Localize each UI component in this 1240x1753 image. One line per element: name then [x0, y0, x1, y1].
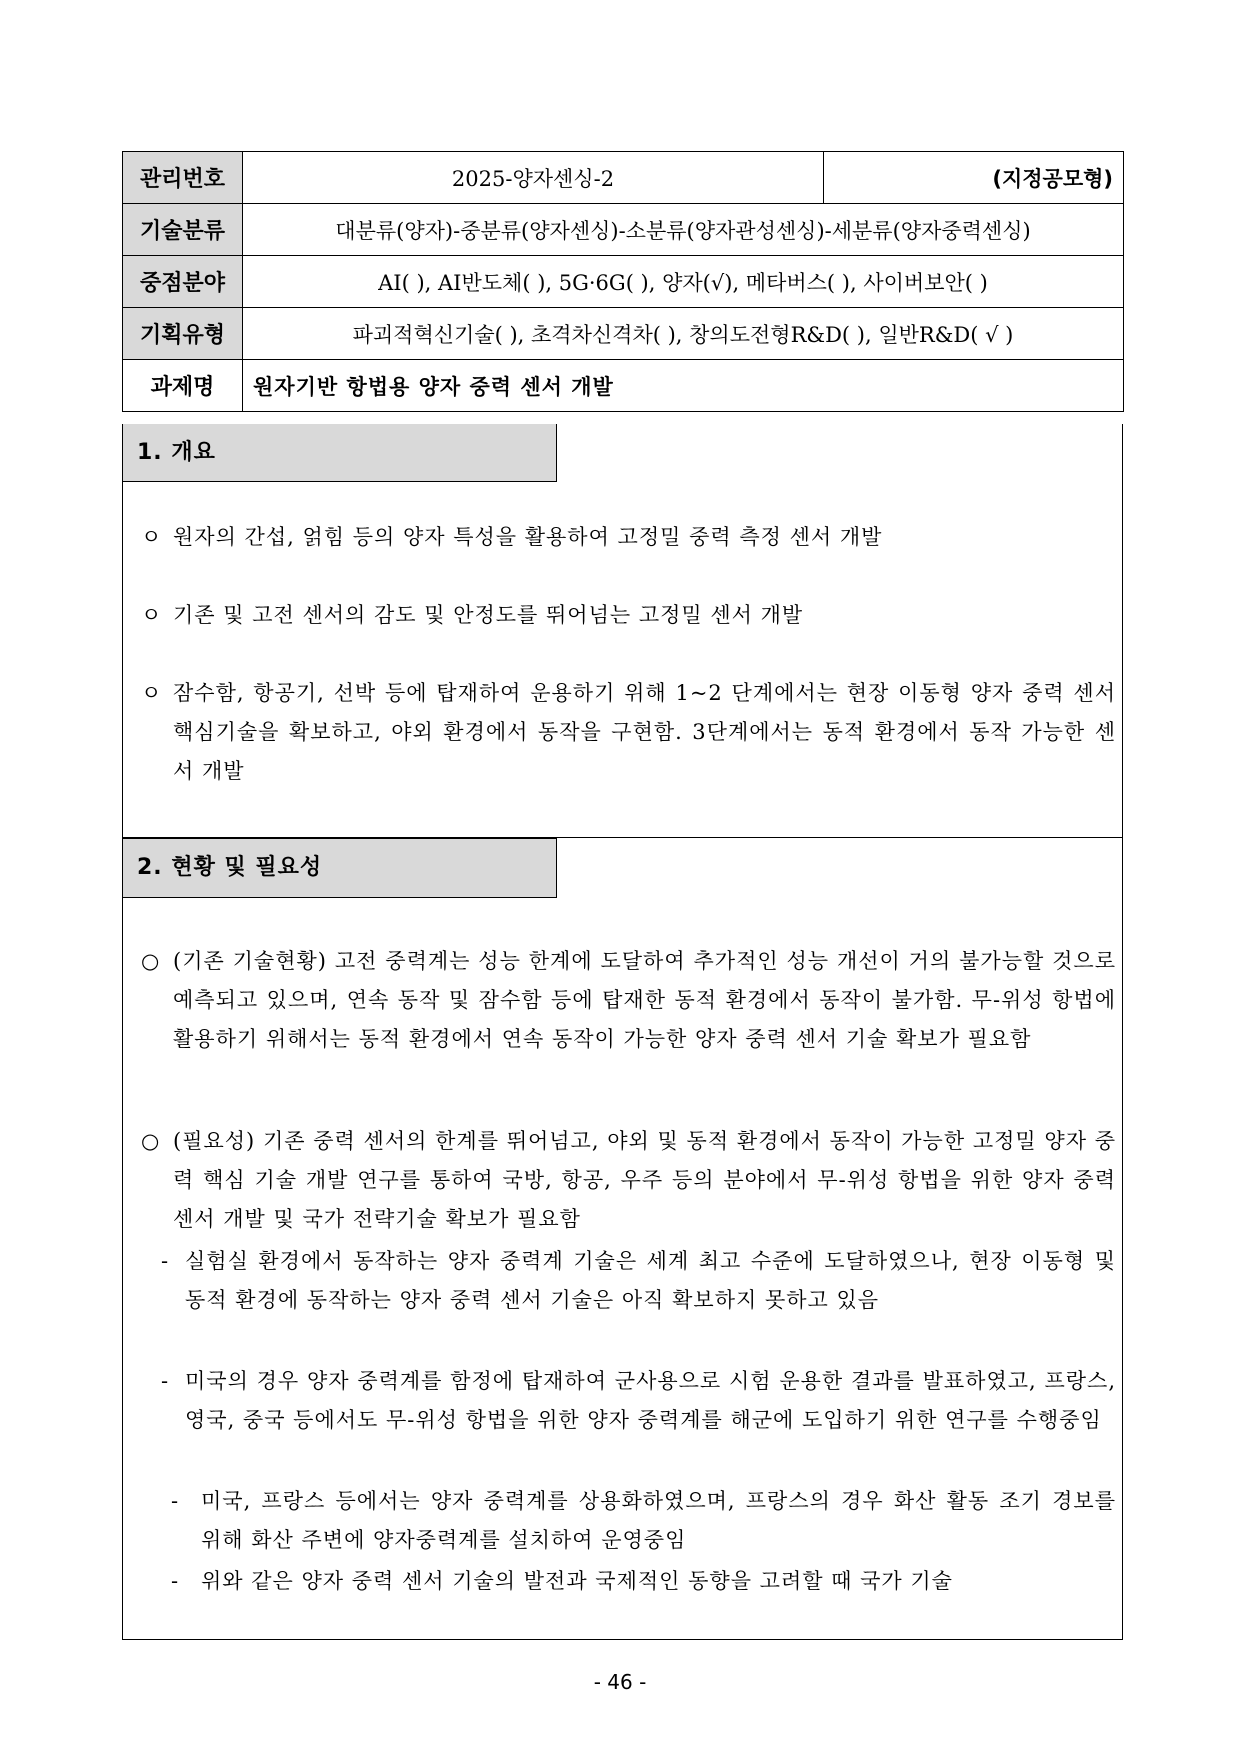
- plan-value: 파괴적혁신기술( ), 초격차신격차( ), 창의도전형R&D( ), 일반R&D( √ ): [243, 308, 1124, 360]
- list-item: [123, 1362, 1124, 1440]
- focus-row: [123, 256, 1124, 308]
- item-text: 미국의 경우 양자 중력계를 함정에 탑재하여 군사용으로 시험 운용한 결과를 발표하였고, 프랑스, 영국, 중국 등에서도 무-위성 항법을 위한 양자 중력계를 해군에 도입하기 위한 연구를 수행중임: [185, 1369, 1116, 1432]
- mgmt-type: (지정공모형): [824, 152, 1124, 204]
- plan-row: [123, 308, 1124, 360]
- list-item: [123, 1242, 1124, 1320]
- item-text: 기존 및 고전 센서의 감도 및 안정도를 뛰어넘는 고정밀 센서 개발: [173, 603, 804, 627]
- bullet-mark: ○: [141, 949, 161, 973]
- plan-label: 기획유형: [123, 308, 243, 360]
- list-item: [123, 518, 1124, 557]
- list-item: [123, 674, 1124, 791]
- item-text: 잠수함, 항공기, 선박 등에 탑재하여 운용하기 위해 1~2 단계에서는 현장 이동형 양자 중력 센서 핵심기술을 확보하고, 야외 환경에서 동작을 구현함. 3단계에서는 동적 환경에서 동작 가능한 센서 개발: [173, 681, 1116, 783]
- task-title: 원자기반 항법용 양자 중력 센서 개발: [243, 360, 1124, 412]
- tech-row: [123, 204, 1124, 256]
- dash-mark: -: [161, 1249, 170, 1273]
- task-label: 과제명: [123, 360, 243, 412]
- section-status-need: [122, 838, 1123, 1640]
- focus-value: AI( ), AI반도체( ), 5G·6G( ), 양자(√), 메타버스( ), 사이버보안( ): [243, 256, 1124, 308]
- list-item: [123, 596, 1124, 635]
- tech-value: 대분류(양자)-중분류(양자센싱)-소분류(양자관성센싱)-세분류(양자중력센싱): [243, 204, 1124, 256]
- list-item: [123, 1482, 1124, 1560]
- page-number: - 46 -: [593, 1670, 647, 1694]
- mgmt-row: [123, 152, 1124, 204]
- section-heading: 2. 현황 및 필요성: [123, 838, 557, 898]
- bullet-mark: ㅇ: [141, 681, 163, 705]
- bullet-mark: ㅇ: [141, 525, 163, 549]
- section-heading: 1. 개요: [123, 424, 557, 482]
- mgmt-value: 2025-양자센싱-2: [243, 152, 824, 204]
- project-info-table: [122, 151, 1124, 412]
- tech-label: 기술분류: [123, 204, 243, 256]
- list-item: [123, 1562, 1124, 1601]
- item-text: 실험실 환경에서 동작하는 양자 중력계 기술은 세계 최고 수준에 도달하였으나, 현장 이동형 및 동적 환경에 동작하는 양자 중력 센서 기술은 아직 확보하지 못하고 있음: [185, 1249, 1116, 1312]
- list-item: [123, 942, 1124, 1059]
- item-text: (필요성) 기존 중력 센서의 한계를 뛰어넘고, 야외 및 동적 환경에서 동작이 가능한 고정밀 양자 중력 핵심 기술 개발 연구를 통하여 국방, 항공, 우주 등의 분야에서 무-위성 항법을 위한 양자 중력 센서 개발 및 국가 전략기술 확보가 필요함: [173, 1129, 1116, 1231]
- focus-label: 중점분야: [123, 256, 243, 308]
- item-text: 원자의 간섭, 얽힘 등의 양자 특성을 활용하여 고정밀 중력 측정 센서 개발: [173, 525, 883, 549]
- task-row: [123, 360, 1124, 412]
- bullet-mark: ㅇ: [141, 603, 163, 627]
- mgmt-label: 관리번호: [123, 152, 243, 204]
- item-text: 위와 같은 양자 중력 센서 기술의 발전과 국제적인 동향을 고려할 때 국가 기술: [201, 1569, 953, 1593]
- dash-mark: -: [161, 1369, 170, 1393]
- bullet-mark: ○: [141, 1129, 161, 1153]
- item-text: 미국, 프랑스 등에서는 양자 중력계를 상용화하였으며, 프랑스의 경우 화산 활동 조기 경보를 위해 화산 주변에 양자중력계를 설치하여 운영중임: [201, 1489, 1116, 1552]
- dash-mark: -: [171, 1569, 180, 1593]
- dash-mark: -: [171, 1489, 180, 1513]
- list-item: [123, 1122, 1124, 1239]
- section-overview: [122, 424, 1123, 838]
- item-text: (기존 기술현황) 고전 중력계는 성능 한계에 도달하여 추가적인 성능 개선이 거의 불가능할 것으로 예측되고 있으며, 연속 동작 및 잠수함 등에 탑재한 동적 환경에서 동작이 불가함. 무-위성 항법에 활용하기 위해서는 동적 환경에서 연속 동작이 가능한 양자 중력 센서 기술 확보가 필요함: [173, 949, 1116, 1051]
